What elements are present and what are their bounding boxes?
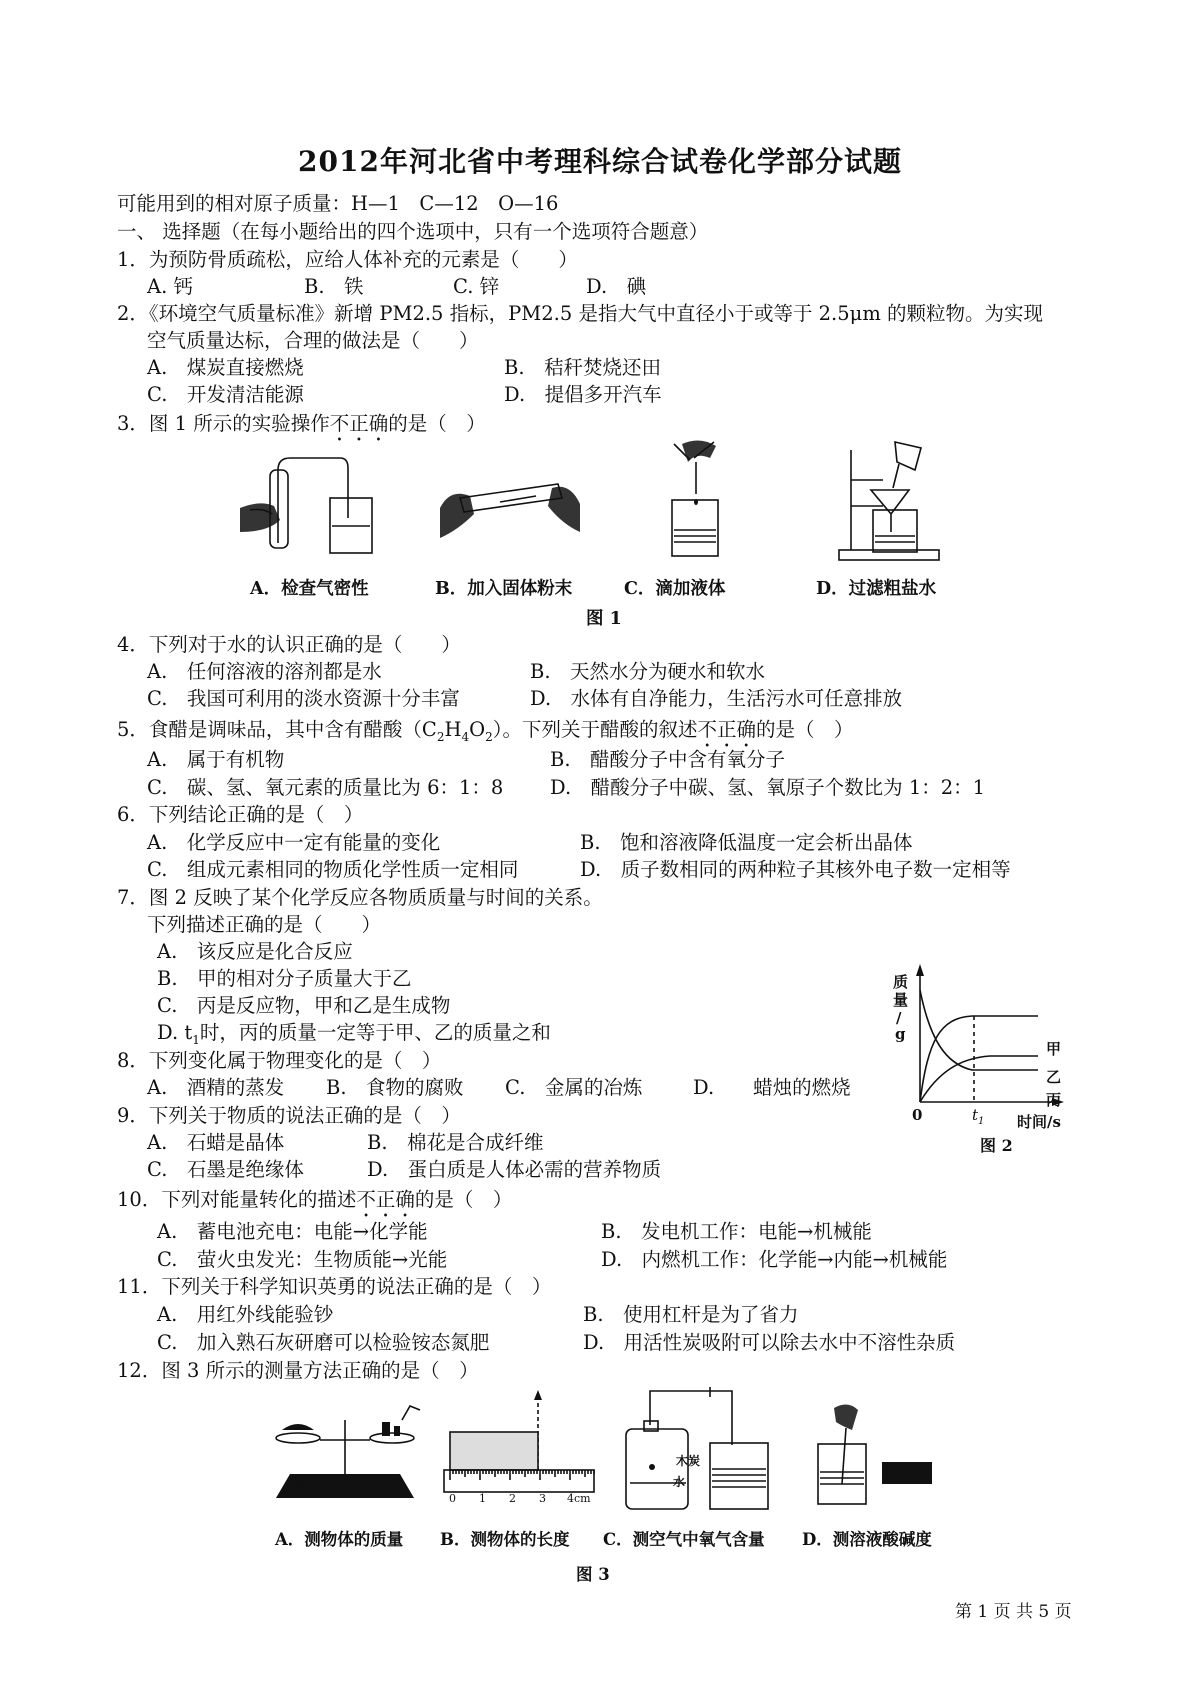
ruler-tick-1: 1: [479, 1492, 486, 1505]
formula-subscript: 2: [485, 729, 493, 744]
question-3-stem: [117, 412, 486, 446]
fig1-label-a: A．检查气密性: [250, 579, 369, 599]
question-10-option-d: D. 内燃机工作：化学能→内能→机械能: [601, 1248, 948, 1271]
fig1-add-powder-illustration: [440, 468, 580, 548]
ruler-tick-0: 0: [449, 1492, 456, 1505]
question-1-stem: 1．为预防骨质疏松，应给人体补充的元素是（ ）: [117, 248, 578, 271]
question-10-stem-post: 的是（ ）: [414, 1188, 513, 1211]
fig2-t1: [972, 1108, 984, 1127]
ruler-tick-3: 3: [539, 1492, 546, 1505]
question-9-option-a: A. 石蜡是晶体: [147, 1131, 285, 1154]
question-6-option-c: C. 组成元素相同的物质化学性质一定相同: [147, 858, 519, 881]
question-1-option-c: C. 锌: [453, 275, 500, 298]
curve-yi: [920, 1056, 1038, 1102]
question-5-stem-mid: ）。下列关于醋酸的叙述: [492, 718, 698, 741]
question-7-option-b: B. 甲的相对分子质量大于乙: [157, 967, 412, 990]
fig3-balance-illustration: [270, 1400, 420, 1510]
question-8-option-b: B. 食物的腐败: [326, 1076, 464, 1099]
fig2-xlabel: 时间/s: [1017, 1113, 1061, 1131]
t1-label: t: [972, 1106, 979, 1124]
question-6-option-b: B. 饱和溶液降低温度一定会析出晶体: [580, 831, 913, 854]
fig1-label-d: D．过滤粗盐水: [816, 579, 937, 599]
t1-subscript: 1: [192, 1032, 200, 1047]
question-9-option-c: C. 石墨是绝缘体: [147, 1158, 304, 1181]
question-7-option-a: A. 该反应是化合反应: [157, 940, 353, 963]
question-3-stem-pre: 3．图 1 所示的实验操作: [117, 412, 330, 435]
question-9-option-d: D. 蛋白质是人体必需的营养物质: [367, 1158, 662, 1181]
question-2-option-b: B. 秸秆焚烧还田: [504, 356, 662, 379]
question-6-option-a: A. 化学反应中一定有能量的变化: [147, 831, 441, 854]
question-11-option-a: A. 用红外线能验钞: [157, 1303, 334, 1326]
fig1-caption: 图 1: [586, 609, 622, 629]
question-2-stem-line1: 2．《环境空气质量标准》新增 PM2.5 指标，PM2.5 是指大气中直径小于或等于 2.5μm 的颗粒物。为实现: [117, 302, 1044, 325]
fig1-drop-liquid-illustration: [660, 440, 740, 560]
question-2-option-a: A. 煤炭直接燃烧: [147, 356, 304, 379]
fig3-caption: 图 3: [576, 1565, 610, 1584]
question-3-stem-post: 的是（ ）: [388, 412, 486, 435]
question-7-option-c: C. 丙是反应物，甲和乙是生成物: [157, 994, 451, 1017]
fig2-graph: [880, 960, 1070, 1120]
question-6-stem: 6．下列结论正确的是（ ）: [117, 803, 364, 826]
fig2-origin: 0: [912, 1106, 923, 1124]
fig3-water-label: 水: [673, 1475, 686, 1489]
question-6-option-d: D. 质子数相同的两种粒子其核外电子数一定相等: [580, 858, 1011, 881]
question-10-option-c: C. 萤火虫发光：生物质能→光能: [157, 1248, 448, 1271]
fig1-label-b: B．加入固体粉末: [435, 579, 573, 599]
question-4-stem: 4．下列对于水的认识正确的是（ ）: [117, 633, 461, 656]
question-5-stem-pre: 5．食醋是调味品，其中含有醋酸（C: [117, 718, 437, 741]
question-10-emphasis: 不正确: [356, 1188, 415, 1211]
question-7-option-d-post: 时，丙的质量一定等于甲、乙的质量之和: [199, 1021, 551, 1044]
fig1-filter-illustration: [835, 440, 945, 565]
question-1-option-d: D. 碘: [586, 275, 647, 298]
question-4-option-d: D. 水体有自净能力，生活污水可任意排放: [530, 687, 903, 710]
question-7-stem-line1: 7．图 2 反映了某个化学反应各物质质量与时间的关系。: [117, 886, 603, 909]
question-5-option-b: B. 醋酸分子中含有氧分子: [550, 748, 786, 771]
fig1-label-c: C．滴加液体: [624, 579, 726, 599]
question-5-option-c: C. 碳、氢、氧元素的质量比为 6：1：8: [147, 776, 504, 799]
question-10-stem-pre: 10．下列对能量转化的描述: [117, 1188, 357, 1211]
question-4-option-a: A. 任何溶液的溶剂都是水: [147, 660, 382, 683]
question-8-option-a: A. 酒精的蒸发: [147, 1076, 285, 1099]
fig3-charcoal-label: 木炭: [676, 1454, 701, 1468]
question-10-stem: [117, 1188, 512, 1222]
curve-jia: [920, 1016, 1038, 1102]
question-5-option-d: D. 醋酸分子中碳、氢、氧原子个数比为 1：2：1: [550, 776, 986, 799]
question-8-option-c: C. 金属的冶炼: [505, 1076, 643, 1099]
question-11-option-b: B. 使用杠杆是为了省力: [583, 1303, 799, 1326]
question-11-stem: 11．下列关于科学知识英勇的说法正确的是（ ）: [117, 1275, 552, 1298]
question-10-option-a: A. 蓄电池充电：电能→化学能: [157, 1220, 428, 1243]
question-5-emphasis: 不正确: [697, 718, 757, 741]
question-2-option-c: C. 开发清洁能源: [147, 383, 304, 406]
question-8-option-d: D. 蜡烛的燃烧: [693, 1076, 851, 1099]
fig3-ph-illustration: [808, 1400, 938, 1510]
question-1-option-b: B. 铁: [304, 275, 364, 298]
question-7-option-d-pre: D. t: [157, 1021, 193, 1044]
fig2-series-yi: 乙: [1046, 1068, 1062, 1086]
atomic-mass-note: 可能用到的相对原子质量：H—1 C—12 O—16: [117, 192, 559, 215]
fig3-oxygen-illustration: [620, 1385, 780, 1515]
question-11-option-d: D. 用活性炭吸附可以除去水中不溶性杂质: [583, 1331, 956, 1354]
question-10-option-b: B. 发电机工作：电能→机械能: [601, 1220, 872, 1243]
formula-h: H: [444, 718, 462, 741]
page-footer: 第 1 页 共 5 页: [955, 1602, 1072, 1622]
fig2-ylabel-1: 质: [893, 973, 909, 991]
question-4-option-c: C. 我国可利用的淡水资源十分丰富: [147, 687, 460, 710]
fig2-caption: 图 2: [980, 1136, 1013, 1155]
t1-subscript: 1: [978, 1116, 985, 1127]
fig2-series-bing: 丙: [1046, 1091, 1062, 1109]
fig3-label-c: C．测空气中氧气含量: [603, 1530, 765, 1549]
question-4-option-b: B. 天然水分为硬水和软水: [530, 660, 766, 683]
fig2-ylabel-4: g: [895, 1025, 906, 1043]
question-12-stem: 12．图 3 所示的测量方法正确的是（ ）: [117, 1359, 479, 1382]
ruler-tick-2: 2: [509, 1492, 516, 1505]
formula-o: O: [469, 718, 486, 741]
question-5-stem: [117, 718, 854, 752]
question-2-stem-line2: 空气质量达标，合理的做法是（ ）: [147, 329, 479, 352]
formula-subscript: 4: [461, 729, 470, 744]
question-2-option-d: D. 提倡多开汽车: [504, 383, 662, 406]
question-1-option-a: A. 钙: [147, 275, 193, 298]
fig1-airtightness-illustration: [240, 448, 380, 558]
fig2-ylabel-2: 量: [893, 991, 909, 1009]
question-7-stem-line2: 下列描述正确的是（ ）: [147, 913, 382, 936]
fig2-series-jia: 甲: [1046, 1040, 1062, 1058]
question-9-stem: 9．下列关于物质的说法正确的是（ ）: [117, 1104, 461, 1127]
formula-subscript: 2: [436, 729, 445, 744]
fig2-ylabel-3: /: [896, 1009, 902, 1027]
question-7-option-d: [157, 1023, 551, 1046]
section-heading: 一、 选择题（在每小题给出的四个选项中，只有一个选项符合题意）: [117, 220, 709, 243]
question-9-option-b: B. 棉花是合成纤维: [367, 1131, 544, 1154]
fig3-label-b: B．测物体的长度: [440, 1530, 570, 1549]
fig3-label-a: A．测物体的质量: [275, 1530, 404, 1549]
fig3-label-d: D．测溶液酸碱度: [802, 1530, 932, 1549]
question-5-stem-post: 的是（ ）: [756, 718, 854, 741]
ruler-tick-4: 4cm: [567, 1492, 591, 1505]
question-3-emphasis: 不正确: [329, 412, 389, 435]
page-title: 2012年河北省中考理科综合试卷化学部分试题: [298, 145, 902, 178]
question-8-stem: 8．下列变化属于物理变化的是（ ）: [117, 1049, 442, 1072]
question-11-option-c: C. 加入熟石灰研磨可以检验铵态氮肥: [157, 1331, 490, 1354]
question-5-option-a: A. 属于有机物: [147, 748, 285, 771]
